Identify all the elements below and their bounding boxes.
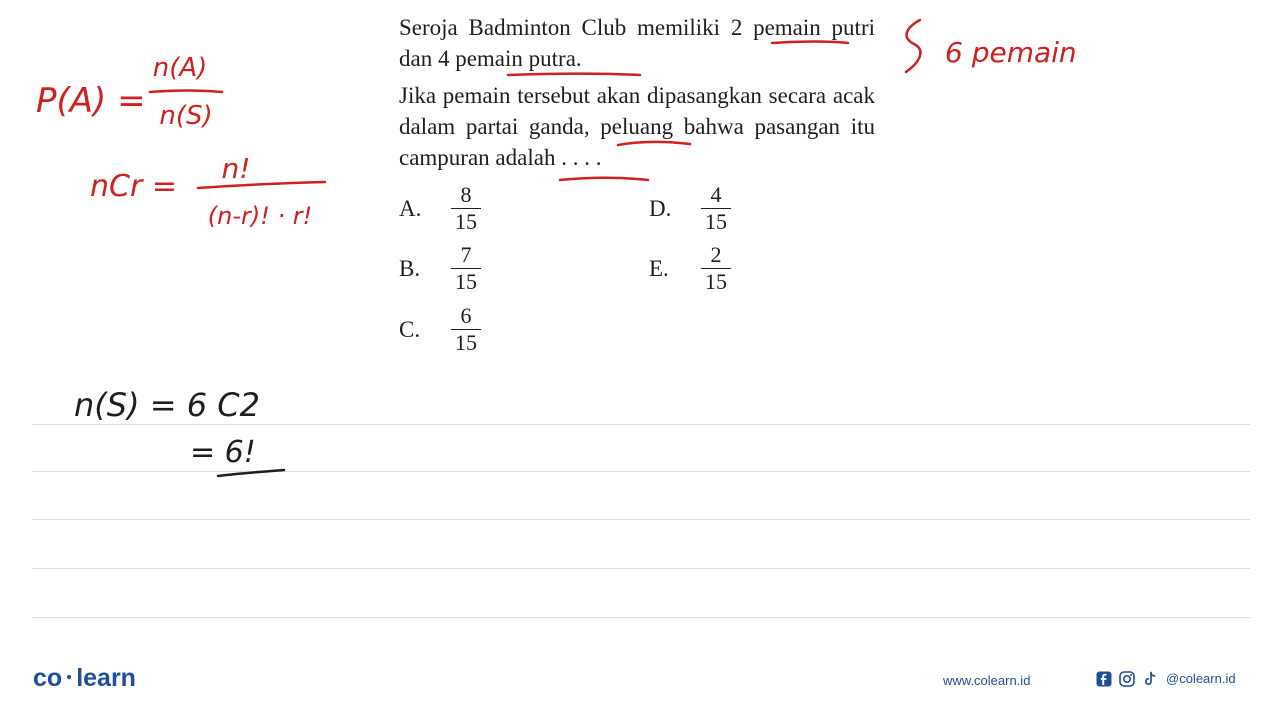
option-letter: A. bbox=[399, 195, 422, 221]
underline-4-pemain bbox=[508, 74, 640, 76]
fraction-numerator: 8 bbox=[460, 182, 472, 207]
fraction-denominator: 15 bbox=[705, 269, 727, 294]
fraction-denominator: 15 bbox=[705, 209, 727, 234]
comb-formula-left: nCr = bbox=[90, 169, 177, 204]
side-note-6-pemain: 6 pemain bbox=[945, 36, 1077, 69]
prob-fraction-bar bbox=[150, 91, 222, 93]
brace-mark bbox=[906, 20, 920, 72]
fraction-denominator: 15 bbox=[455, 269, 477, 294]
social-handle[interactable]: @colearn.id bbox=[1166, 671, 1236, 686]
colearn-logo bbox=[33, 664, 136, 693]
fraction-numerator: 4 bbox=[710, 182, 722, 207]
underline-2-pemain bbox=[772, 42, 848, 44]
comb-formula-numerator: n! bbox=[221, 152, 251, 185]
facebook-icon[interactable] bbox=[1095, 670, 1112, 687]
social-links bbox=[1095, 670, 1236, 687]
comb-formula-denominator: (n-r)! · r! bbox=[207, 202, 313, 230]
question-paragraph-2: Jika pemain tersebut akan dipasangkan secara acak dalam partai ganda, peluang bahwa pasangan itu campuran adalah . . . . bbox=[399, 83, 875, 170]
question-paragraph-1: Seroja Badminton Club memiliki 2 pemain putri dan 4 pemain putra. bbox=[399, 15, 875, 71]
prob-formula-numerator: n(A) bbox=[152, 53, 208, 83]
fraction-numerator: 6 bbox=[460, 303, 472, 328]
logo-dot bbox=[67, 675, 71, 679]
tiktok-icon[interactable] bbox=[1141, 670, 1158, 687]
instagram-icon[interactable] bbox=[1118, 670, 1135, 687]
prob-formula-left: P(A) = bbox=[36, 81, 146, 121]
fraction-denominator: 15 bbox=[455, 209, 477, 234]
option-letter: D. bbox=[649, 195, 672, 221]
ns-line-1: n(S) = 6 C2 bbox=[74, 386, 260, 424]
option-letter: E. bbox=[649, 255, 669, 281]
logo-text-co: co bbox=[33, 664, 63, 692]
fraction-denominator: 15 bbox=[455, 330, 477, 355]
logo-text-learn: learn bbox=[76, 664, 136, 692]
option-letter: B. bbox=[399, 255, 421, 281]
underline-campuran bbox=[560, 178, 648, 180]
prob-formula-denominator: n(S) bbox=[159, 101, 213, 131]
underline-ganda bbox=[618, 142, 690, 145]
fraction-numerator: 7 bbox=[460, 242, 472, 267]
fraction-numerator: 2 bbox=[710, 242, 722, 267]
option-letter: C. bbox=[399, 316, 421, 342]
ns-fraction-bar bbox=[218, 470, 284, 476]
comb-fraction-bar bbox=[198, 182, 325, 188]
ns-line-2: = 6! bbox=[190, 435, 256, 470]
website-link[interactable]: www.colearn.id bbox=[943, 673, 1031, 688]
